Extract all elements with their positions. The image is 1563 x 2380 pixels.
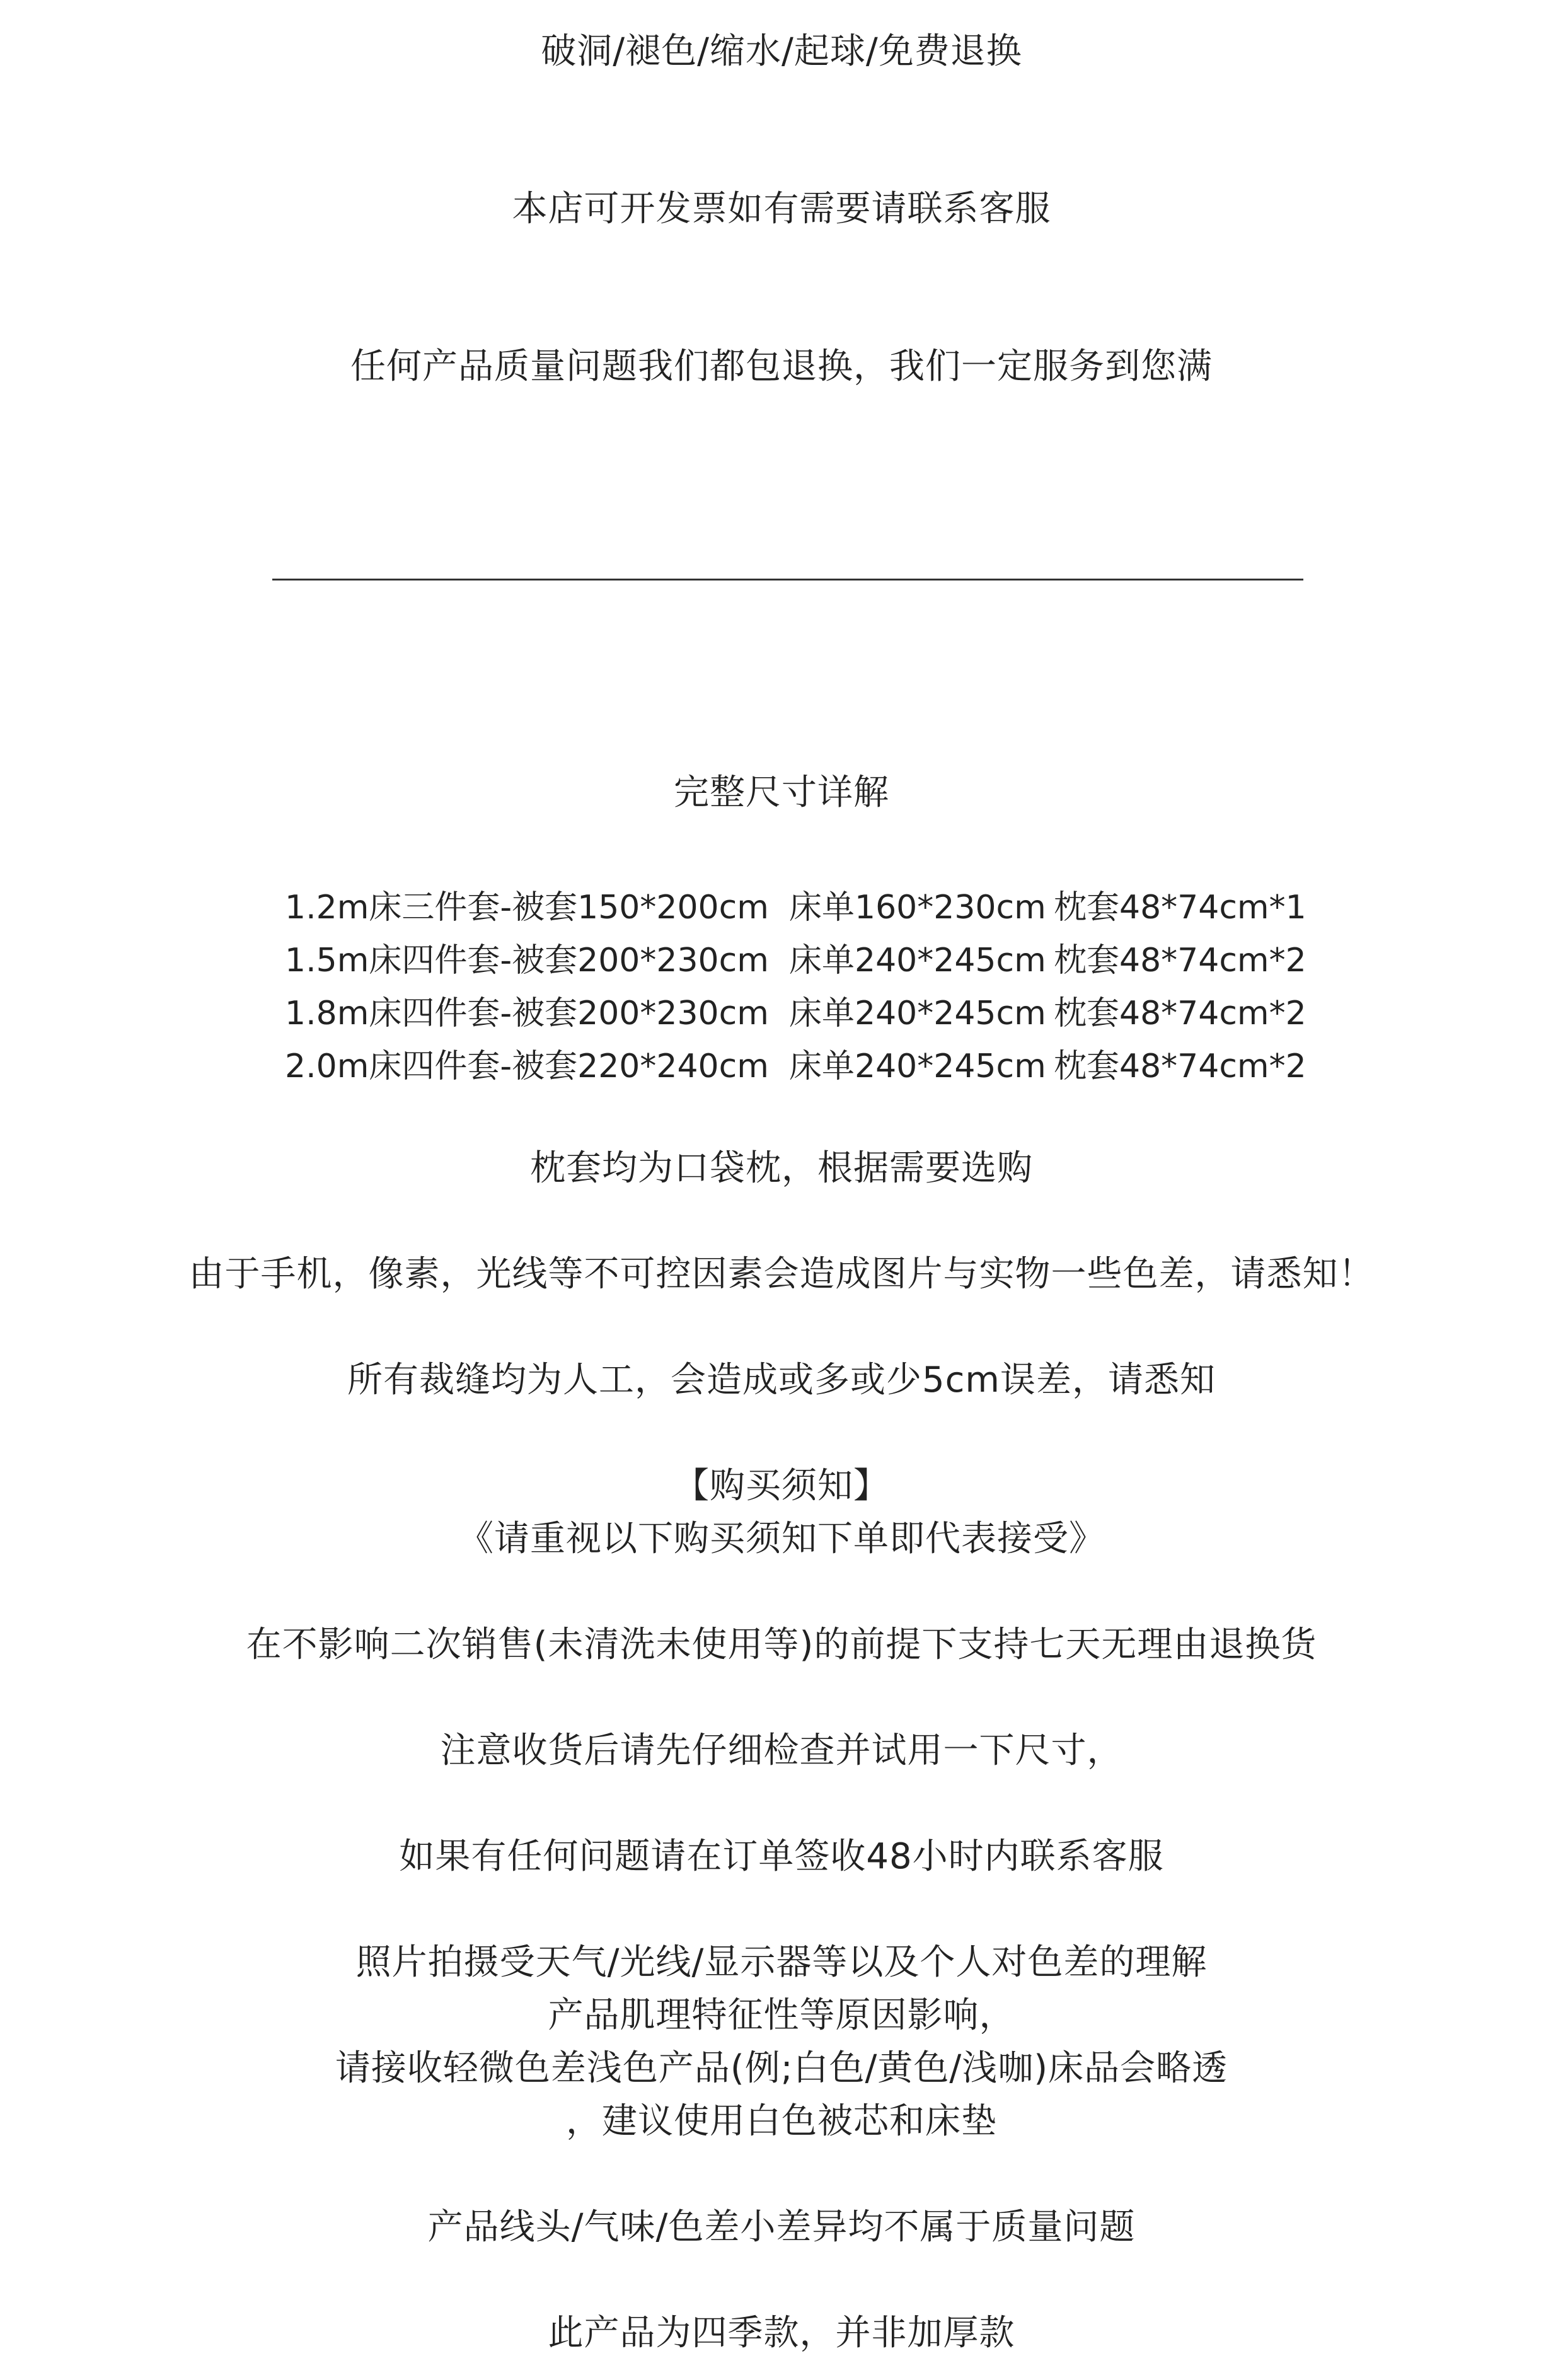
size-pillow: 枕套48*74cm*2: [1054, 941, 1306, 979]
pillow-note: 枕套均为口袋枕，根据需要选购: [530, 1148, 1033, 1189]
season-note: 此产品为四季款，并非加厚款: [548, 2313, 1015, 2354]
size-set: 1.8m床四件套-被套200*230cm: [285, 994, 769, 1032]
photo-note-line: ，建议使用白色被芯和床垫: [566, 2101, 997, 2142]
sewing-note: 所有裁缝均为人工，会造成或多或少5cm误差，请悉知: [347, 1360, 1216, 1401]
purchase-title: 【购买须知】: [674, 1465, 889, 1506]
color-note: 由于手机，像素，光线等不可控因素会造成图片与实物一些色差，请悉知！: [188, 1254, 1375, 1295]
photo-note-line: 照片拍摄受天气/光线/显示器等以及个人对色差的理解: [355, 1942, 1208, 1983]
size-set: 2.0m床四件套-被套220*240cm: [285, 1047, 769, 1085]
top-notice: 破洞/褪色/缩水/起球/免费退换: [541, 31, 1022, 72]
purchase-subtitle: 《请重视以下购买须知下单即代表接受》: [458, 1518, 1105, 1559]
size-row: [285, 877, 1369, 930]
size-pillow: 枕套48*74cm*2: [1054, 994, 1306, 1032]
size-title: 完整尺寸详解: [674, 772, 889, 813]
size-sheet: 床单240*245cm: [789, 994, 1046, 1032]
size-sheet: 床单240*245cm: [789, 941, 1046, 979]
section-divider: [272, 579, 1303, 581]
size-set: 1.2m床三件套-被套150*200cm: [285, 888, 769, 927]
contact-note: 如果有任何问题请在订单签收48小时内联系客服: [399, 1836, 1164, 1877]
size-sheet: 床单160*230cm: [789, 888, 1046, 927]
return-policy: 在不影响二次销售(未清洗未使用等)的前提下支持七天无理由退换货: [246, 1624, 1317, 1665]
size-row: [285, 983, 1369, 1036]
photo-note-line: 产品肌理特征性等原因影响，: [548, 1995, 1015, 2036]
defect-note: 产品线头/气味/色差小差异均不属于质量问题: [427, 2207, 1136, 2248]
check-note: 注意收货后请先仔细检查并试用一下尺寸，: [440, 1730, 1123, 1771]
size-set: 1.5m床四件套-被套200*230cm: [285, 941, 769, 979]
size-row: [285, 1036, 1369, 1089]
photo-note-line: 请接收轻微色差浅色产品(例;白色/黄色/浅咖)床品会略透: [335, 2048, 1228, 2089]
size-sheet: 床单240*245cm: [789, 1047, 1046, 1085]
size-row: [285, 930, 1369, 983]
size-pillow: 枕套48*74cm*1: [1054, 888, 1306, 927]
invoice-notice: 本店可开发票如有需要请联系客服: [512, 188, 1051, 229]
size-pillow: 枕套48*74cm*2: [1054, 1047, 1306, 1085]
quality-notice: 任何产品质量问题我们都包退换，我们一定服务到您满: [350, 346, 1213, 387]
size-table: [285, 877, 1369, 1089]
